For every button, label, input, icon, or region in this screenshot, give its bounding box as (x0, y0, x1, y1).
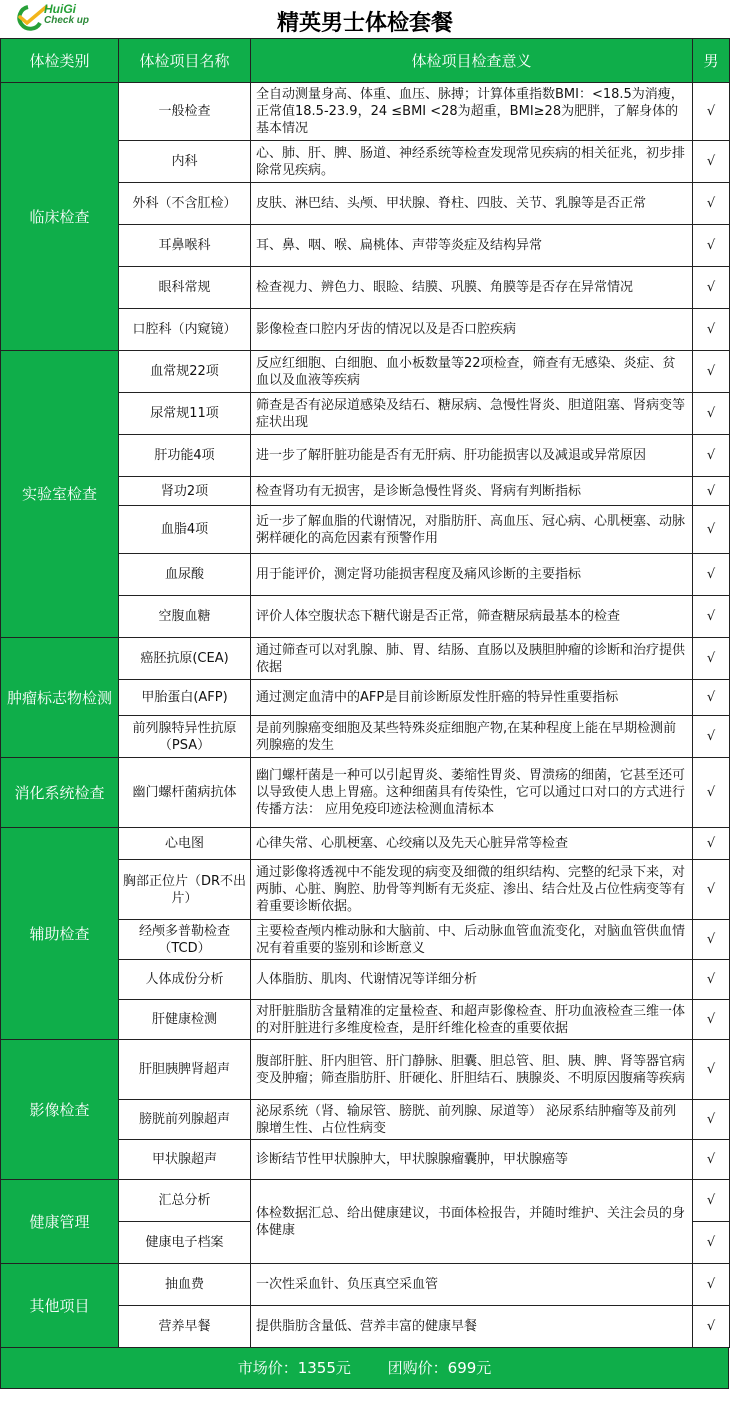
item-desc: 全自动测量身高、体重、血压、脉搏；计算体重指数BMI：<18.5为消瘦，正常值18.5-23.9，24 ≤BMI <28为超重，BMI≥28为肥胖，了解身体的基本情况 (251, 83, 693, 141)
category-imaging: 影像检查 (1, 1040, 119, 1180)
item-name: 人体成份分析 (119, 960, 251, 1000)
check-mark: √ (693, 1000, 730, 1040)
item-name: 经颅多普勒检查（TCD） (119, 920, 251, 960)
page-header (0, 0, 730, 38)
item-name: 癌胚抗原(CEA) (119, 638, 251, 680)
brand-line2: Check up (44, 15, 90, 26)
table-row (1, 1040, 730, 1100)
check-mark: √ (693, 1306, 730, 1348)
check-mark: √ (693, 83, 730, 141)
item-desc: 体检数据汇总、给出健康建议，书面体检报告，并随时维护、关注会员的身体健康 (251, 1180, 693, 1264)
item-desc: 通过影像将透视中不能发现的病变及细微的组织结构、完整的纪录下来，对两肺、心脏、胸腔、肋骨等判断有无炎症、渗出、结合灶及占位性病变等有着重要诊断依据。 (251, 860, 693, 920)
check-mark: √ (693, 960, 730, 1000)
item-name: 一般检查 (119, 83, 251, 141)
table-row (1, 1264, 730, 1306)
header-item-name: 体检项目名称 (119, 39, 251, 83)
item-desc: 泌尿系统（肾、输尿管、膀胱、前列腺、尿道等） 泌尿系结肿瘤等及前列腺增生性、占位性病变 (251, 1100, 693, 1140)
item-name: 心电图 (119, 828, 251, 860)
item-desc: 耳、鼻、咽、喉、扁桃体、声带等炎症及结构异常 (251, 225, 693, 267)
item-name: 外科（不含肛检） (119, 183, 251, 225)
check-mark: √ (693, 225, 730, 267)
check-mark: √ (693, 1180, 730, 1222)
check-mark: √ (693, 1040, 730, 1100)
check-mark: √ (693, 1222, 730, 1264)
item-desc: 一次性采血针、负压真空采血管 (251, 1264, 693, 1306)
item-desc: 通过筛查可以对乳腺、肺、胃、结肠、直肠以及胰胆肿瘤的诊断和治疗提供依据 (251, 638, 693, 680)
header-male: 男 (693, 39, 730, 83)
category-auxiliary: 辅助检查 (1, 828, 119, 1040)
item-desc: 检查视力、辨色力、眼睑、结膜、巩膜、角膜等是否存在异常情况 (251, 267, 693, 309)
table-header-row (1, 39, 730, 83)
table-row (1, 758, 730, 828)
item-name: 幽门螺杆菌病抗体 (119, 758, 251, 828)
category-clinical: 临床检查 (1, 83, 119, 351)
item-name: 耳鼻喉科 (119, 225, 251, 267)
table-row (1, 828, 730, 860)
check-mark: √ (693, 920, 730, 960)
item-desc: 筛查是否有泌尿道感染及结石、糖尿病、急慢性肾炎、胆道阻塞、肾病变等症状出现 (251, 393, 693, 435)
item-desc: 评价人体空腹状态下糖代谢是否正常，筛查糖尿病最基本的检查 (251, 596, 693, 638)
check-mark: √ (693, 351, 730, 393)
package-table (0, 38, 730, 1348)
item-desc: 用于能评价，测定肾功能损害程度及痛风诊断的主要指标 (251, 554, 693, 596)
item-name: 空腹血糖 (119, 596, 251, 638)
header-item-meaning: 体检项目检查意义 (251, 39, 693, 83)
brand-line1: HuiGi (44, 2, 76, 16)
item-name: 甲胎蛋白(AFP) (119, 680, 251, 716)
item-desc: 对肝脏脂肪含量精准的定量检查、和超声影像检查、肝功血液检查三维一体的对肝脏进行多维度检查，是肝纤维化检查的重要依据 (251, 1000, 693, 1040)
item-name: 甲状腺超声 (119, 1140, 251, 1180)
item-desc: 幽门螺杆菌是一种可以引起胃炎、萎缩性胃炎、胃溃疡的细菌，它甚至还可以导致使人患上胃癌。这种细菌具有传染性，它可以通过口对口的方式进行传播方法： 应用免疫印迹法检测血清标本 (251, 758, 693, 828)
header-category: 体检类别 (1, 39, 119, 83)
page-title: 精英男士体检套餐 (276, 11, 453, 36)
item-desc: 腹部肝脏、肝内胆管、肝门静脉、胆囊、胆总管、胆、胰、脾、肾等器官病变及肿瘤；筛查脂肪肝、肝硬化、肝胆结石、胰腺炎、不明原因腹痛等疾病 (251, 1040, 693, 1100)
item-desc: 影像检查口腔内牙齿的情况以及是否口腔疾病 (251, 309, 693, 351)
item-desc: 提供脂肪含量低、营养丰富的健康早餐 (251, 1306, 693, 1348)
check-mark: √ (693, 1264, 730, 1306)
item-name: 血脂4项 (119, 506, 251, 554)
category-health: 健康管理 (1, 1180, 119, 1264)
item-name: 健康电子档案 (119, 1222, 251, 1264)
item-name: 内科 (119, 141, 251, 183)
check-mark: √ (693, 860, 730, 920)
item-desc: 心、肺、肝、脾、肠道、神经系统等检查发现常见疾病的相关征兆，初步排除常见疾病。 (251, 141, 693, 183)
item-desc: 主要检查颅内椎动脉和大脑前、中、后动脉血管血流变化，对脑血管供血情况有着重要的鉴别和诊断意义 (251, 920, 693, 960)
item-name: 抽血费 (119, 1264, 251, 1306)
item-name: 肝功能4项 (119, 435, 251, 477)
category-tumor: 肿瘤标志物检测 (1, 638, 119, 758)
table-row (1, 1180, 730, 1222)
item-name: 营养早餐 (119, 1306, 251, 1348)
check-mark: √ (693, 716, 730, 758)
check-mark: √ (693, 506, 730, 554)
item-name: 血尿酸 (119, 554, 251, 596)
item-name: 尿常规11项 (119, 393, 251, 435)
price-footer (0, 1348, 729, 1389)
market-price: 市场价：1355元 (237, 1359, 351, 1377)
item-desc: 人体脂肪、肌肉、代谢情况等详细分析 (251, 960, 693, 1000)
item-desc: 心律失常、心肌梗塞、心绞痛以及先天心脏异常等检查 (251, 828, 693, 860)
item-desc: 是前列腺癌变细胞及某些特殊炎症细胞产物,在某种程度上能在早期检测前列腺癌的发生 (251, 716, 693, 758)
item-name: 肝健康检测 (119, 1000, 251, 1040)
item-name: 口腔科（内窥镜） (119, 309, 251, 351)
item-name: 前列腺特异性抗原（PSA） (119, 716, 251, 758)
item-name: 眼科常规 (119, 267, 251, 309)
category-digestive: 消化系统检查 (1, 758, 119, 828)
check-mark: √ (693, 828, 730, 860)
item-name: 肝胆胰脾肾超声 (119, 1040, 251, 1100)
category-lab: 实验室检查 (1, 351, 119, 638)
item-name: 膀胱前列腺超声 (119, 1100, 251, 1140)
table-row (1, 83, 730, 141)
item-desc: 皮肤、淋巴结、头颅、甲状腺、脊柱、四肢、关节、乳腺等是否正常 (251, 183, 693, 225)
check-mark: √ (693, 183, 730, 225)
item-desc: 进一步了解肝脏功能是否有无肝病、肝功能损害以及减退或异常原因 (251, 435, 693, 477)
item-desc: 近一步了解血脂的代谢情况，对脂肪肝、高血压、冠心病、心肌梗塞、动脉粥样硬化的高危因素有预警作用 (251, 506, 693, 554)
check-mark: √ (693, 393, 730, 435)
item-desc: 诊断结节性甲状腺肿大，甲状腺腺瘤囊肿，甲状腺癌等 (251, 1140, 693, 1180)
item-name: 胸部正位片（DR不出片） (119, 860, 251, 920)
table-row (1, 638, 730, 680)
check-mark: √ (693, 309, 730, 351)
check-mark: √ (693, 477, 730, 506)
check-mark: √ (693, 1140, 730, 1180)
item-name: 肾功2项 (119, 477, 251, 506)
item-name: 血常规22项 (119, 351, 251, 393)
item-desc: 反应红细胞、白细胞、血小板数量等22项检查，筛查有无感染、炎症、贫血以及血液等疾病 (251, 351, 693, 393)
category-other: 其他项目 (1, 1264, 119, 1348)
check-mark: √ (693, 267, 730, 309)
check-mark: √ (693, 554, 730, 596)
check-mark: √ (693, 141, 730, 183)
item-name: 汇总分析 (119, 1180, 251, 1222)
item-desc: 检查肾功有无损害，是诊断急慢性肾炎、肾病有判断指标 (251, 477, 693, 506)
check-mark: √ (693, 638, 730, 680)
table-row (1, 351, 730, 393)
item-desc: 通过测定血清中的AFP是目前诊断原发性肝癌的特异性重要指标 (251, 680, 693, 716)
group-price: 团购价：699元 (387, 1359, 492, 1377)
check-mark: √ (693, 680, 730, 716)
check-mark: √ (693, 1100, 730, 1140)
check-mark: √ (693, 596, 730, 638)
check-mark: √ (693, 435, 730, 477)
check-mark: √ (693, 758, 730, 828)
